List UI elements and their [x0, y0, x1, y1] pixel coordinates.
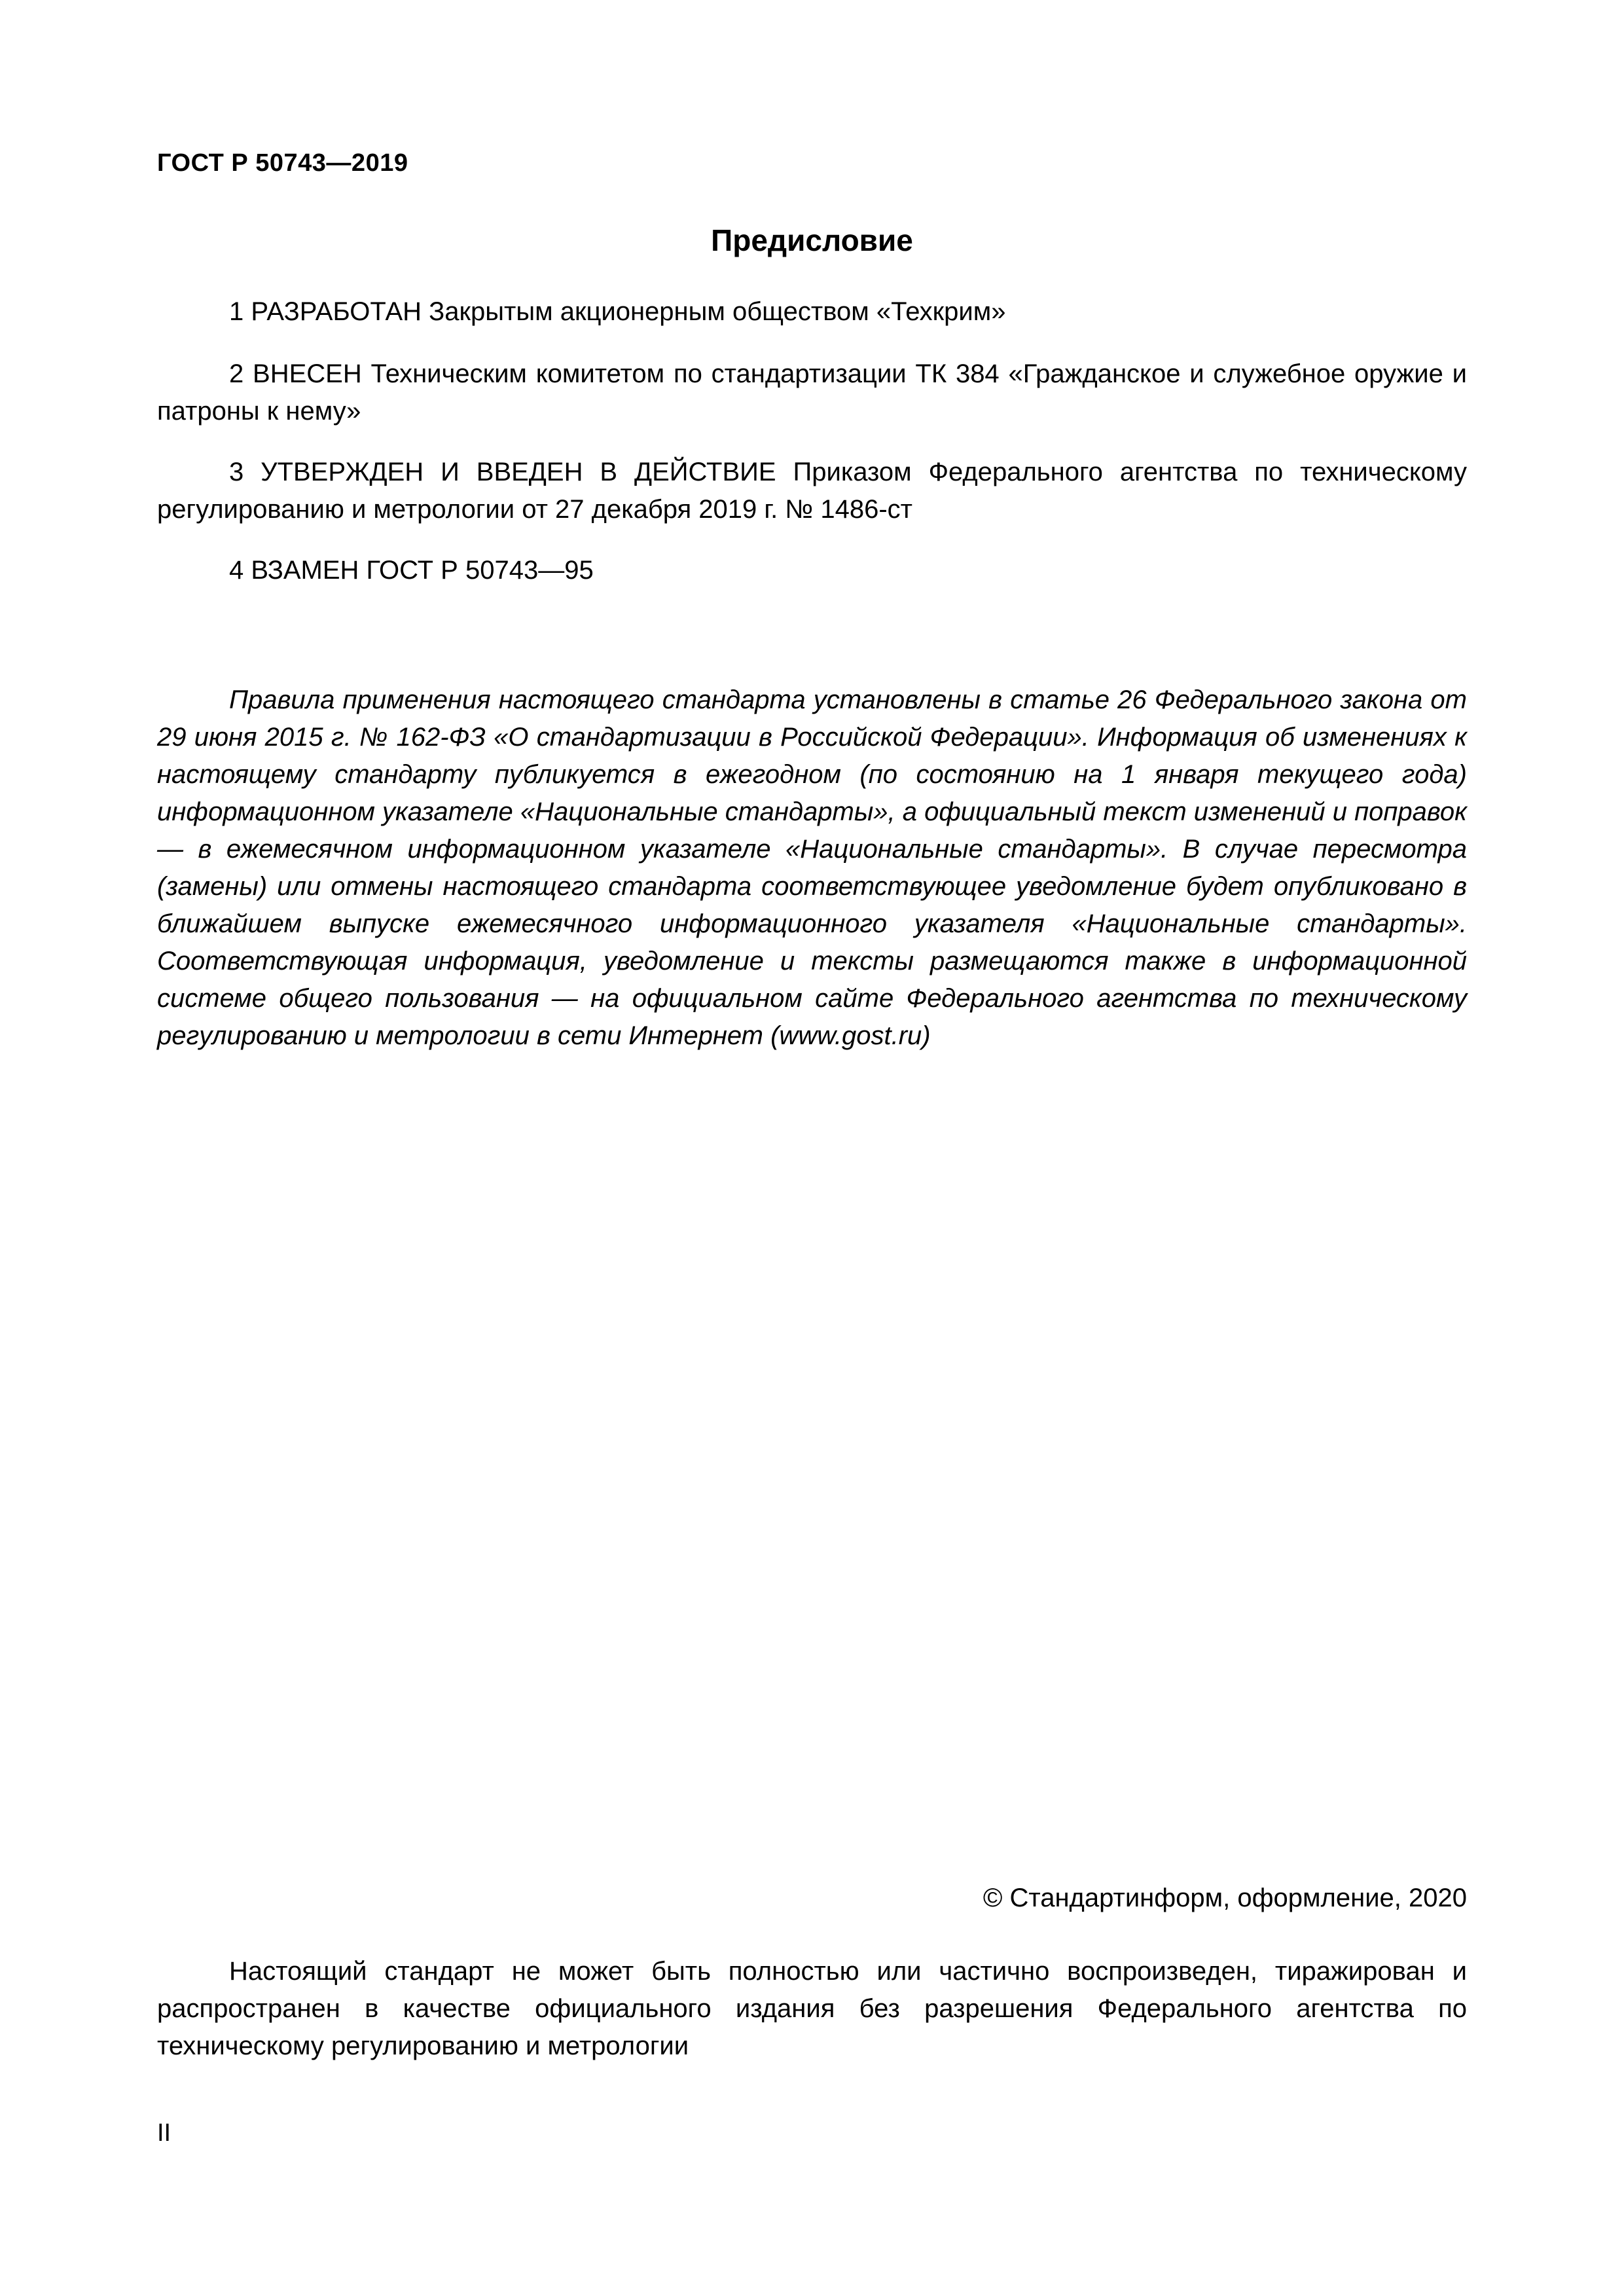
reproduction-notice: Настоящий стандарт не может быть полностью или частично воспроизведен, тиражирован и распространен в качестве официального издания без разрешения Федерального агентства по техническому регулированию и метрологии — [157, 1957, 1467, 2060]
rules-notice: Правила применения настоящего стандарта установлены в статье 26 Федерального закона от 29 июня 2015 г. № 162-ФЗ «О стандартизации в Российской Федерации». Информация об изменениях к настоящему стандарту публикуется в ежегодном (по состоянию на 1 января текущего года) информационном указателе «Национальные стандарты», а официальный текст изменений и поправок — в ежемесячном информационном указателе «Национальные стандарты». В случае пересмотра (замены) или отмены настоящего стандарта соответствующее уведомление будет опубликовано в ближайшем выпуске ежемесячного информационного указателя «Национальные стандарты». Соответствующая информация, уведомление и тексты размещаются также в информационной системе общего пользования — на официальном сайте Федерального агентства по техническому регулированию и метрологии в сети Интернет (www.gost.ru) — [157, 685, 1467, 1050]
document-number: ГОСТ Р 50743—2019 — [157, 149, 408, 177]
copyright-line: © Стандартинформ, оформление, 2020 — [983, 1884, 1467, 1912]
foreword-item-1: 1 РАЗРАБОТАН Закрытым акционерным обществом «Техкрим» — [229, 297, 1006, 326]
foreword-item-2: 2 ВНЕСЕН Техническим комитетом по стандартизации ТК 384 «Гражданское и служебное оружие и патроны к нему» — [157, 359, 1467, 426]
foreword-item-4: 4 ВЗАМЕН ГОСТ Р 50743—95 — [229, 556, 594, 585]
page-number: II — [157, 2119, 171, 2147]
foreword-item-3: 3 УТВЕРЖДЕН И ВВЕДЕН В ДЕЙСТВИЕ Приказом Федерального агентства по техническому регулированию и метрологии от 27 декабря 2019 г. № 1486-ст — [157, 458, 1467, 524]
page-title: Предисловие — [711, 223, 913, 257]
